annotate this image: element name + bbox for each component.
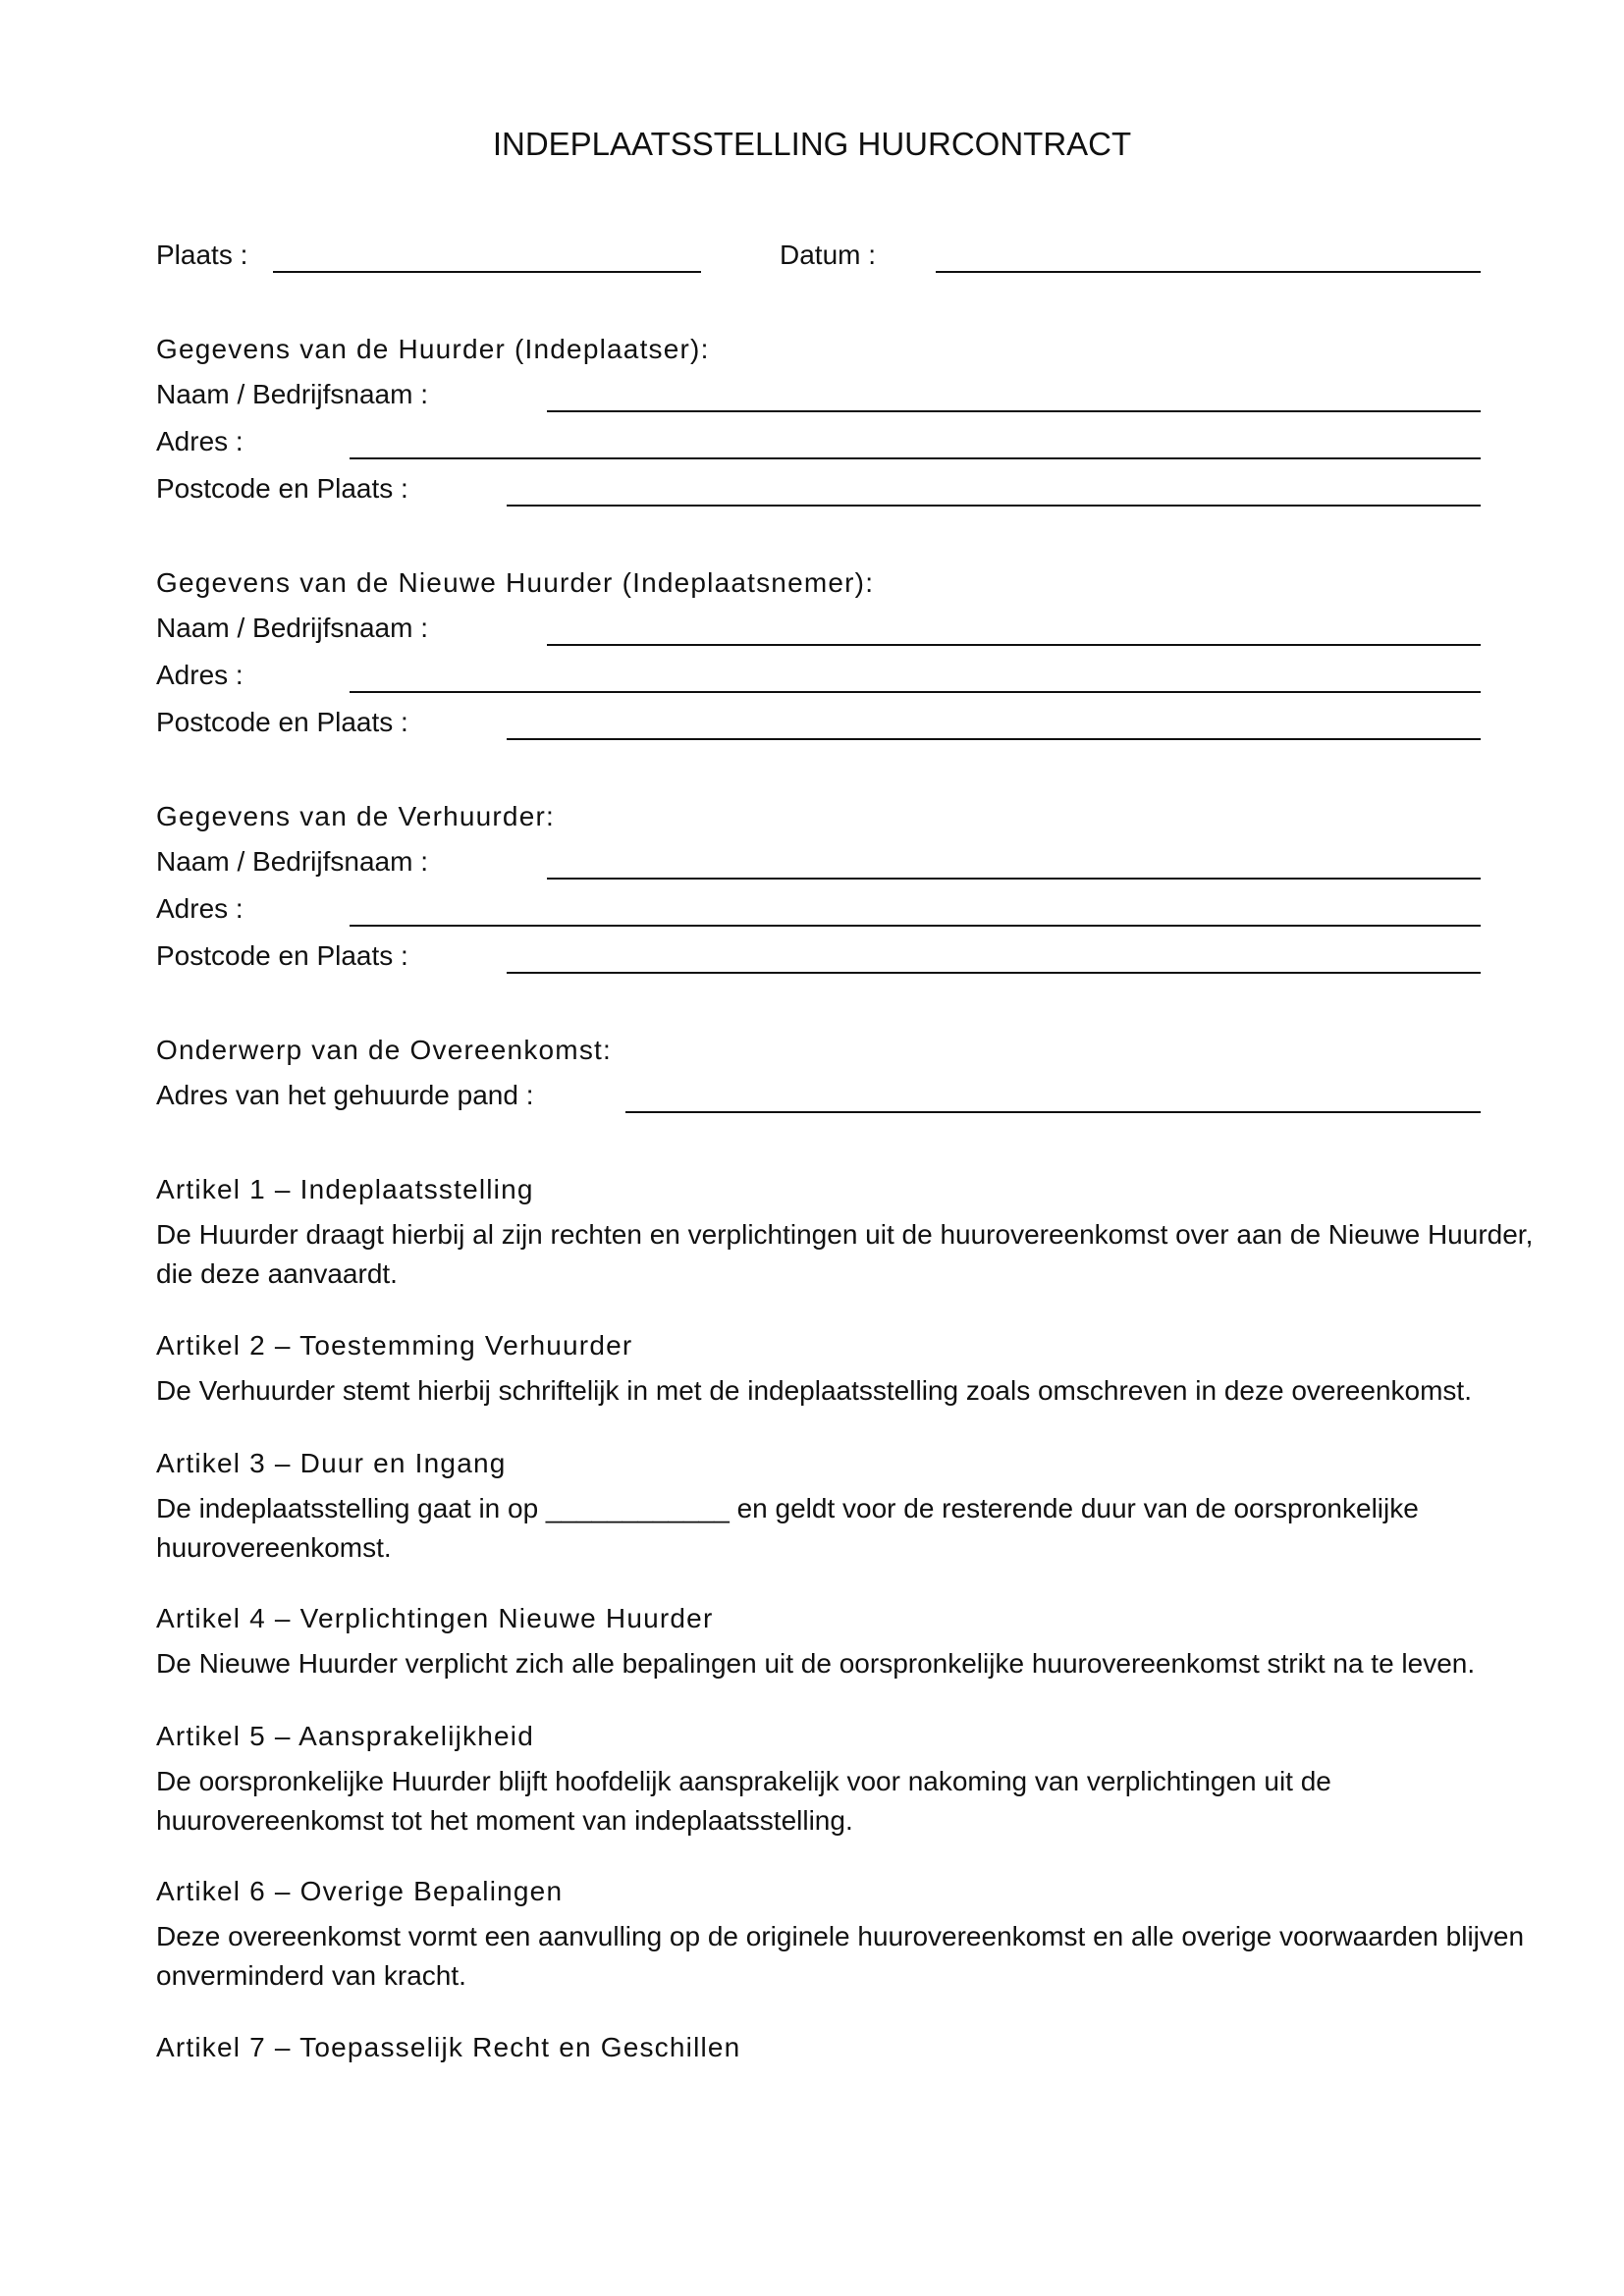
pand-adres-label: Adres van het gehuurde pand : bbox=[156, 1080, 534, 1110]
article-7-heading: Artikel 7 – Toepasselijk Recht en Geschillen bbox=[156, 2032, 741, 2062]
plaats-field-line[interactable] bbox=[273, 271, 701, 273]
section-heading-verhuurder: Gegevens van de Verhuurder: bbox=[156, 801, 555, 831]
article-2-heading: Artikel 2 – Toestemming Verhuurder bbox=[156, 1330, 633, 1361]
article-5-heading: Artikel 5 – Aansprakelijkheid bbox=[156, 1721, 534, 1751]
plaats-label: Plaats : bbox=[156, 240, 248, 270]
article-4-body: De Nieuwe Huurder verplicht zich alle bepalingen uit de oorspronkelijke huurovereenkomst strikt na te leven. bbox=[156, 1648, 1476, 1679]
huurder-naam-field-line[interactable] bbox=[547, 410, 1481, 412]
datum-label: Datum : bbox=[780, 240, 877, 270]
verhuurder-naam-label: Naam / Bedrijfsnaam : bbox=[156, 846, 428, 877]
pand-adres-field-line[interactable] bbox=[625, 1111, 1481, 1113]
section-heading-onderwerp: Onderwerp van de Overeenkomst: bbox=[156, 1035, 612, 1065]
nieuwe-huurder-naam-label: Naam / Bedrijfsnaam : bbox=[156, 613, 428, 643]
article-1-body: De Huurder draagt hierbij al zijn rechten en verplichtingen uit de huurovereenkomst over aan de Nieuwe Huurder, die deze aanvaardt. bbox=[156, 1219, 1534, 1289]
nieuwe-huurder-postcode-label: Postcode en Plaats : bbox=[156, 707, 408, 737]
article-4-heading: Artikel 4 – Verplichtingen Nieuwe Huurder bbox=[156, 1603, 714, 1633]
verhuurder-adres-field-line[interactable] bbox=[350, 925, 1481, 927]
huurder-adres-label: Adres : bbox=[156, 426, 244, 456]
section-heading-huurder: Gegevens van de Huurder (Indeplaatser): bbox=[156, 334, 710, 364]
article-1-heading: Artikel 1 – Indeplaatsstelling bbox=[156, 1174, 534, 1204]
article-3-heading: Artikel 3 – Duur en Ingang bbox=[156, 1448, 507, 1478]
huurder-postcode-field-line[interactable] bbox=[507, 505, 1481, 507]
nieuwe-huurder-adres-field-line[interactable] bbox=[350, 691, 1481, 693]
verhuurder-naam-field-line[interactable] bbox=[547, 878, 1481, 880]
document-title: INDEPLAATSSTELLING HUURCONTRACT bbox=[492, 126, 1132, 162]
verhuurder-postcode-label: Postcode en Plaats : bbox=[156, 940, 408, 971]
verhuurder-postcode-field-line[interactable] bbox=[507, 972, 1481, 974]
nieuwe-huurder-naam-field-line[interactable] bbox=[547, 644, 1481, 646]
nieuwe-huurder-adres-label: Adres : bbox=[156, 660, 244, 690]
article-6-heading: Artikel 6 – Overige Bepalingen bbox=[156, 1876, 564, 1906]
section-heading-nieuwe-huurder: Gegevens van de Nieuwe Huurder (Indeplaatsnemer): bbox=[156, 567, 875, 598]
article-2-body: De Verhuurder stemt hierbij schriftelijk in met de indeplaatsstelling zoals omschreven in deze overeenkomst. bbox=[156, 1375, 1472, 1406]
article-5-body: De oorspronkelijke Huurder blijft hoofdelijk aansprakelijk voor nakoming van verplichtingen uit de huurovereenkomst tot het moment van indeplaatsstelling. bbox=[156, 1766, 1331, 1836]
huurder-postcode-label: Postcode en Plaats : bbox=[156, 473, 408, 504]
huurder-naam-label: Naam / Bedrijfsnaam : bbox=[156, 379, 428, 409]
article-3-body: De indeplaatsstelling gaat in op ____________ en geldt voor de resterende duur van de oorspronkelijke huurovereenkomst. bbox=[156, 1493, 1419, 1563]
huurder-adres-field-line[interactable] bbox=[350, 457, 1481, 459]
verhuurder-adres-label: Adres : bbox=[156, 893, 244, 924]
article-6-body: Deze overeenkomst vormt een aanvulling op de originele huurovereenkomst en alle overige voorwaarden blijven onverminderd van kracht. bbox=[156, 1921, 1525, 1991]
nieuwe-huurder-postcode-field-line[interactable] bbox=[507, 738, 1481, 740]
datum-field-line[interactable] bbox=[936, 271, 1481, 273]
